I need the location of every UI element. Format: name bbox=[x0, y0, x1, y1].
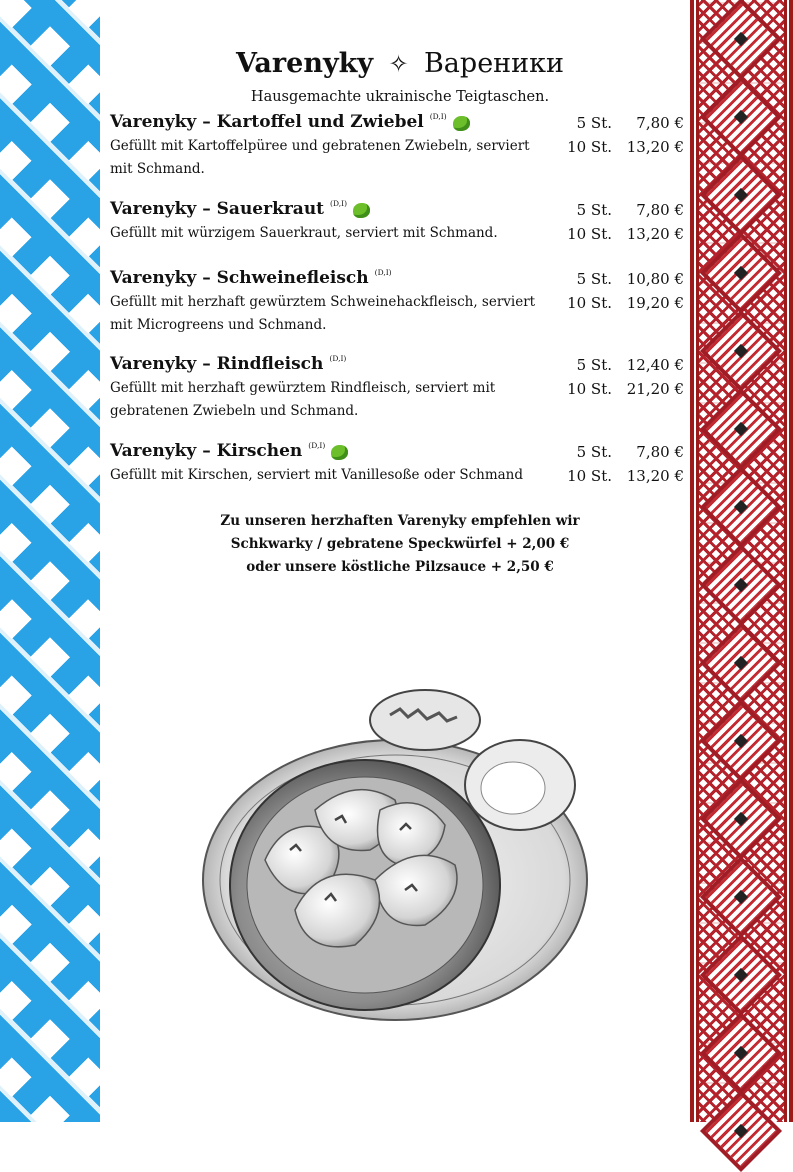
menu-item-name: Varenyky – Sauerkraut bbox=[110, 199, 325, 219]
portion-size: 5 St. bbox=[576, 270, 612, 288]
portion-size: 10 St. bbox=[567, 294, 612, 312]
portion-size: 10 St. bbox=[567, 138, 612, 156]
price: 13,20 € bbox=[626, 225, 684, 243]
price-list bbox=[560, 111, 684, 159]
portion-size: 10 St. bbox=[567, 225, 612, 243]
portion-size: 10 St. bbox=[567, 467, 612, 485]
portion-size: 10 St. bbox=[567, 380, 612, 398]
price-row bbox=[560, 198, 684, 222]
price-row bbox=[560, 291, 684, 315]
allergen-codes: (D,I) bbox=[329, 354, 347, 363]
leaf-icon bbox=[453, 116, 470, 131]
recommendation-note bbox=[110, 510, 690, 579]
menu-item-name: Varenyky – Kartoffel und Zwiebel bbox=[110, 112, 424, 132]
menu-item-description: Gefüllt mit Kirschen, serviert mit Vanillesoße oder Schmand bbox=[110, 467, 524, 483]
price-list bbox=[560, 353, 684, 401]
sparkle-icon: ✧ bbox=[388, 50, 409, 78]
menu-item-name: Varenyky – Schweinefleisch bbox=[110, 268, 369, 288]
price-list bbox=[560, 440, 684, 488]
price-row bbox=[560, 111, 684, 135]
title-cyrillic: Вареники bbox=[423, 48, 565, 79]
recommendation-line: Zu unseren herzhaften Varenyky empfehlen wir bbox=[220, 513, 580, 529]
menu-item-name: Varenyky – Kirschen bbox=[110, 441, 303, 461]
price: 12,40 € bbox=[626, 356, 684, 374]
price: 13,20 € bbox=[626, 467, 684, 485]
price-row bbox=[560, 267, 684, 291]
leaf-icon bbox=[353, 203, 370, 218]
menu-item-description: Gefüllt mit Kartoffelpüree und gebratenen Zwiebeln, serviert mit Schmand. bbox=[110, 138, 530, 177]
allergen-codes: (D,I) bbox=[308, 441, 326, 450]
dumplings-plate-illustration bbox=[195, 660, 595, 1040]
price-row bbox=[560, 353, 684, 377]
price-row bbox=[560, 135, 684, 159]
menu-item-name: Varenyky – Rindfleisch bbox=[110, 354, 324, 374]
price: 13,20 € bbox=[626, 138, 684, 156]
page-subtitle: Hausgemachte ukrainische Teigtaschen. bbox=[250, 89, 550, 105]
allergen-codes: (D,I) bbox=[429, 112, 447, 121]
title-latin: Varenyky bbox=[235, 48, 374, 79]
price: 21,20 € bbox=[626, 380, 684, 398]
portion-size: 5 St. bbox=[576, 443, 612, 461]
page-title bbox=[110, 48, 690, 79]
price-list bbox=[560, 198, 684, 246]
price: 7,80 € bbox=[636, 114, 684, 132]
price-row bbox=[560, 377, 684, 401]
portion-size: 5 St. bbox=[576, 114, 612, 132]
price-list bbox=[560, 267, 684, 315]
price-row bbox=[560, 440, 684, 464]
allergen-codes: (D,I) bbox=[374, 268, 392, 277]
sour-cream bbox=[481, 762, 545, 814]
menu-item-description: Gefüllt mit herzhaft gewürztem Schweinehackfleisch, serviert mit Microgreens und Schmand. bbox=[110, 294, 536, 333]
price-row bbox=[560, 464, 684, 488]
price: 7,80 € bbox=[636, 201, 684, 219]
portion-size: 5 St. bbox=[576, 201, 612, 219]
price: 7,80 € bbox=[636, 443, 684, 461]
side-dish-onions bbox=[370, 690, 480, 750]
recommendation-line: oder unsere köstliche Pilzsauce + 2,50 € bbox=[246, 559, 554, 575]
price: 19,20 € bbox=[626, 294, 684, 312]
allergen-codes: (D,I) bbox=[330, 199, 347, 208]
leaf-icon bbox=[331, 445, 348, 460]
price-row bbox=[560, 222, 684, 246]
portion-size: 5 St. bbox=[576, 356, 612, 374]
menu-item-description: Gefüllt mit würzigem Sauerkraut, serviert mit Schmand. bbox=[110, 225, 498, 241]
recommendation-line: Schkwarky / gebratene Speckwürfel + 2,00 € bbox=[230, 536, 570, 552]
price: 10,80 € bbox=[626, 270, 684, 288]
menu-item-description: Gefüllt mit herzhaft gewürztem Rindfleisch, serviert mit gebratenen Zwiebeln und Schmand. bbox=[110, 380, 496, 419]
